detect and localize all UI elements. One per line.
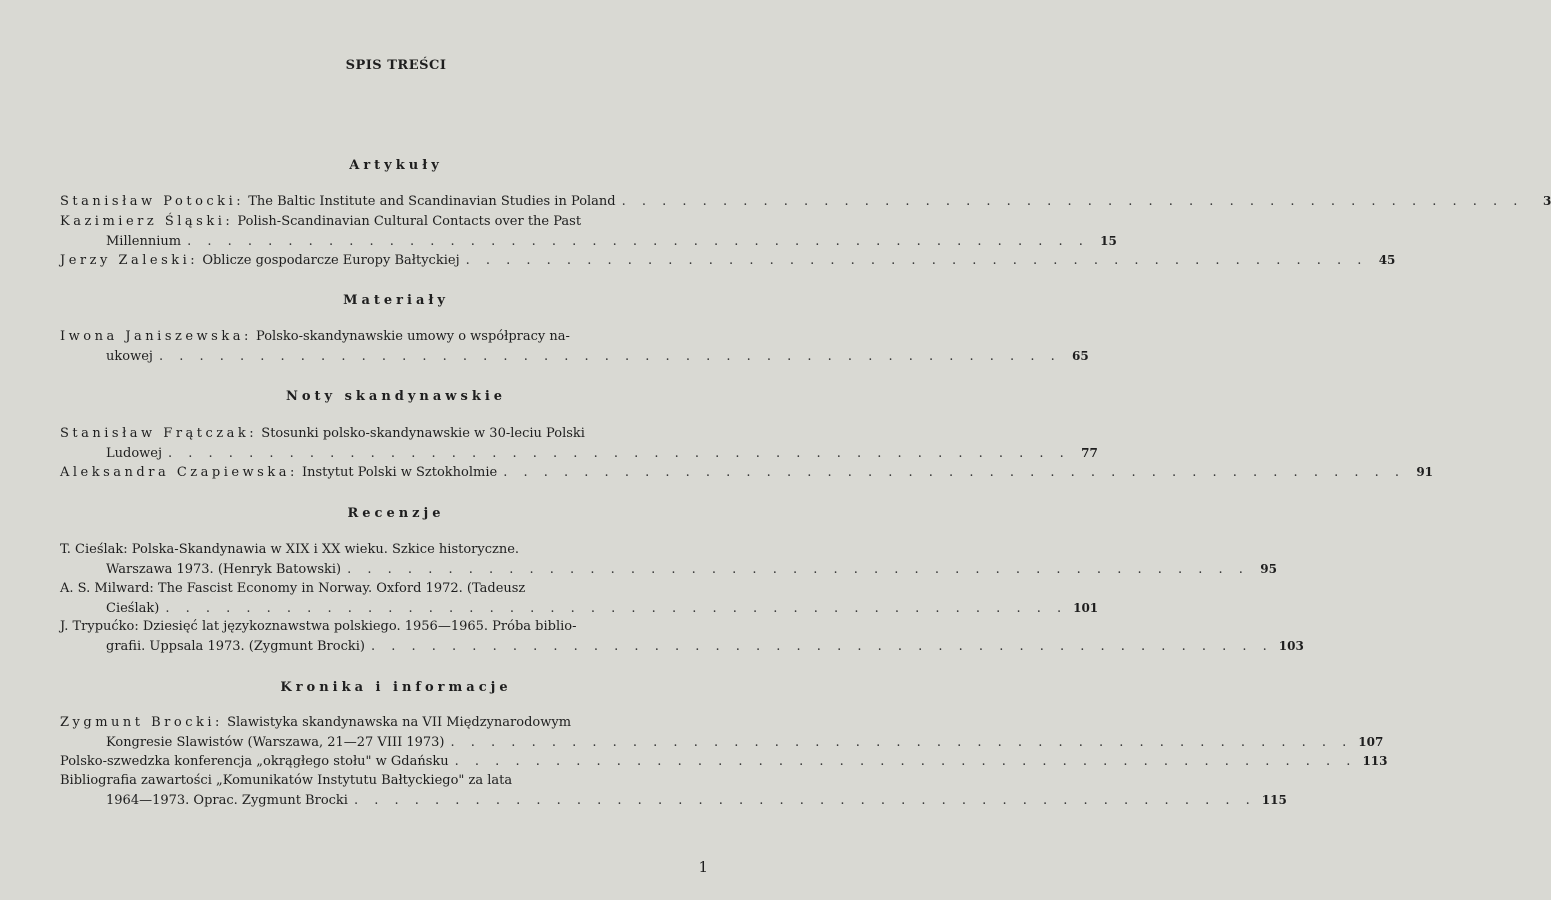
entry-author: Zygmunt Brocki: bbox=[60, 715, 223, 730]
page-number: 77 bbox=[1081, 445, 1098, 460]
page-folio: 1 bbox=[698, 858, 708, 876]
entry-title: Slawistyka skandynawska na VII Międzynarodowym bbox=[227, 715, 572, 730]
entry-title-continued: 1964—1973. Oprac. Zygmunt Brocki bbox=[106, 792, 348, 808]
entry-author: Stanisław Potocki: bbox=[60, 194, 245, 209]
dot-leader: . . . . . . . . . . . . . . . . . . . . . . . . . . . . . . . . . . . . . . . . . . . . . bbox=[450, 734, 1353, 750]
entry-author: Jerzy Zaleski: bbox=[60, 253, 199, 268]
entry-title-continued: Cieślak) bbox=[106, 600, 160, 616]
dot-leader: . . . . . . . . . . . . . . . . . . . . . . . . . . . . . . . . . . . . . . . . . . . . . bbox=[503, 465, 1406, 480]
entry-title: Polsko-skandynawskie umowy o współpracy na- bbox=[256, 329, 570, 344]
dot-leader: . . . . . . . . . . . . . . . . . . . . . . . . . . . . . . . . . . . . . . . . . . . . . bbox=[347, 561, 1249, 577]
page-number: 65 bbox=[1072, 348, 1089, 363]
page-number: 115 bbox=[1261, 792, 1287, 807]
toc-entry[interactable] bbox=[60, 192, 1551, 212]
page-number: 15 bbox=[1100, 233, 1117, 248]
page-number: 91 bbox=[1416, 465, 1434, 479]
page-number: 103 bbox=[1278, 638, 1304, 653]
toc-entry[interactable] bbox=[60, 579, 1099, 618]
dot-leader: . . . . . . . . . . . . . . . . . . . . . . . . . . . . . . . . . . . . . . . . . . . . . bbox=[454, 754, 1357, 769]
entry-author: Kazimierz Śląski: bbox=[60, 214, 234, 229]
section-heading-kronika: Kronika i informacje bbox=[280, 680, 512, 695]
dot-leader: . . . . . . . . . . . . . . . . . . . . . . . . . . . . . . . . . . . . . . . . . . . . . bbox=[353, 792, 1256, 808]
entry-title: T. Cieślak: Polska-Skandynawia w XIX i XX wieku. Szkice historyczne. bbox=[60, 542, 520, 557]
entry-title: A. S. Milward: The Fascist Economy in Norway. Oxford 1972. (Tadeusz bbox=[60, 581, 526, 596]
entry-title-continued: Millennium bbox=[106, 233, 182, 249]
page-title: SPIS TREŚCI bbox=[345, 58, 447, 73]
entry-author: Stanisław Frątczak: bbox=[60, 426, 258, 441]
entry-title-continued: Kongresie Slawistów (Warszawa, 21—27 VIII 1973) bbox=[106, 734, 445, 750]
page-number: 45 bbox=[1378, 253, 1396, 267]
toc-entry[interactable] bbox=[60, 752, 1388, 772]
toc-entry[interactable] bbox=[60, 251, 1396, 271]
section-heading-artykuly: Artykuły bbox=[349, 158, 443, 173]
toc-entry[interactable] bbox=[60, 463, 1434, 483]
dot-leader: . . . . . . . . . . . . . . . . . . . . . . . . . . . . . . . . . . . . . . . . . . . . . bbox=[168, 445, 1070, 461]
section-heading-noty: Noty skandynawskie bbox=[285, 389, 507, 404]
section-heading-recenzje: Recenzje bbox=[347, 506, 445, 521]
toc-entry[interactable] bbox=[60, 540, 1277, 579]
dot-leader: . . . . . . . . . . . . . . . . . . . . . . . . . . . . . . . . . . . . . . . . . . . . . bbox=[370, 638, 1273, 654]
entry-title-continued: ukowej bbox=[106, 348, 153, 364]
dot-leader: . . . . . . . . . . . . . . . . . . . . . . . . . . . . . . . . . . . . . . . . . . . . . bbox=[465, 253, 1368, 268]
entry-title-continued: grafii. Uppsala 1973. (Zygmunt Brocki) bbox=[106, 638, 365, 654]
entry-title: Polsko-szwedzka konferencja „okrągłego stołu" w Gdańsku bbox=[60, 754, 449, 769]
toc-entry[interactable] bbox=[60, 713, 1384, 752]
dot-leader: . . . . . . . . . . . . . . . . . . . . . . . . . . . . . . . . . . . . . . . . . . . . . bbox=[621, 194, 1524, 209]
section-heading-materialy: Materiały bbox=[343, 293, 449, 308]
page-number: 113 bbox=[1362, 754, 1388, 768]
toc-entry[interactable] bbox=[60, 617, 1304, 656]
entry-title: Bibliografia zawartości „Komunikatów Instytutu Bałtyckiego" za lata bbox=[60, 773, 513, 788]
page-number: 107 bbox=[1358, 734, 1384, 749]
entry-title: Polish-Scandinavian Cultural Contacts over the Past bbox=[237, 214, 582, 229]
page-number: 101 bbox=[1073, 600, 1099, 615]
toc-entry[interactable] bbox=[60, 327, 1089, 366]
toc-entry[interactable] bbox=[60, 424, 1098, 463]
toc-entry[interactable] bbox=[60, 212, 1117, 251]
dot-leader: . . . . . . . . . . . . . . . . . . . . . . . . . . . . . . . . . . . . . . . . . . . . . bbox=[165, 600, 1068, 616]
page-number: 3 bbox=[1543, 194, 1551, 208]
entry-title: The Baltic Institute and Scandinavian Studies in Poland bbox=[248, 194, 616, 209]
entry-title: Oblicze gospodarcze Europy Bałtyckiej bbox=[202, 253, 460, 268]
entry-author: Iwona Janiszewska: bbox=[60, 329, 252, 344]
dot-leader: . . . . . . . . . . . . . . . . . . . . . . . . . . . . . . . . . . . . . . . . . . . . . bbox=[158, 348, 1061, 364]
toc-entry[interactable] bbox=[60, 771, 1287, 810]
entry-title: J. Trypućko: Dziesięć lat językoznawstwa polskiego. 1956—1965. Próba biblio- bbox=[60, 619, 577, 634]
entry-title: Instytut Polski w Sztokholmie bbox=[302, 465, 498, 480]
entry-title-continued: Ludowej bbox=[106, 445, 163, 461]
entry-author: Aleksandra Czapiewska: bbox=[60, 465, 298, 480]
entry-title: Stosunki polsko-skandynawskie w 30-leciu Polski bbox=[261, 426, 585, 441]
page-number: 95 bbox=[1260, 561, 1277, 576]
entry-title-continued: Warszawa 1973. (Henryk Batowski) bbox=[106, 561, 342, 577]
dot-leader: . . . . . . . . . . . . . . . . . . . . . . . . . . . . . . . . . . . . . . . . . . . . . bbox=[187, 233, 1089, 249]
